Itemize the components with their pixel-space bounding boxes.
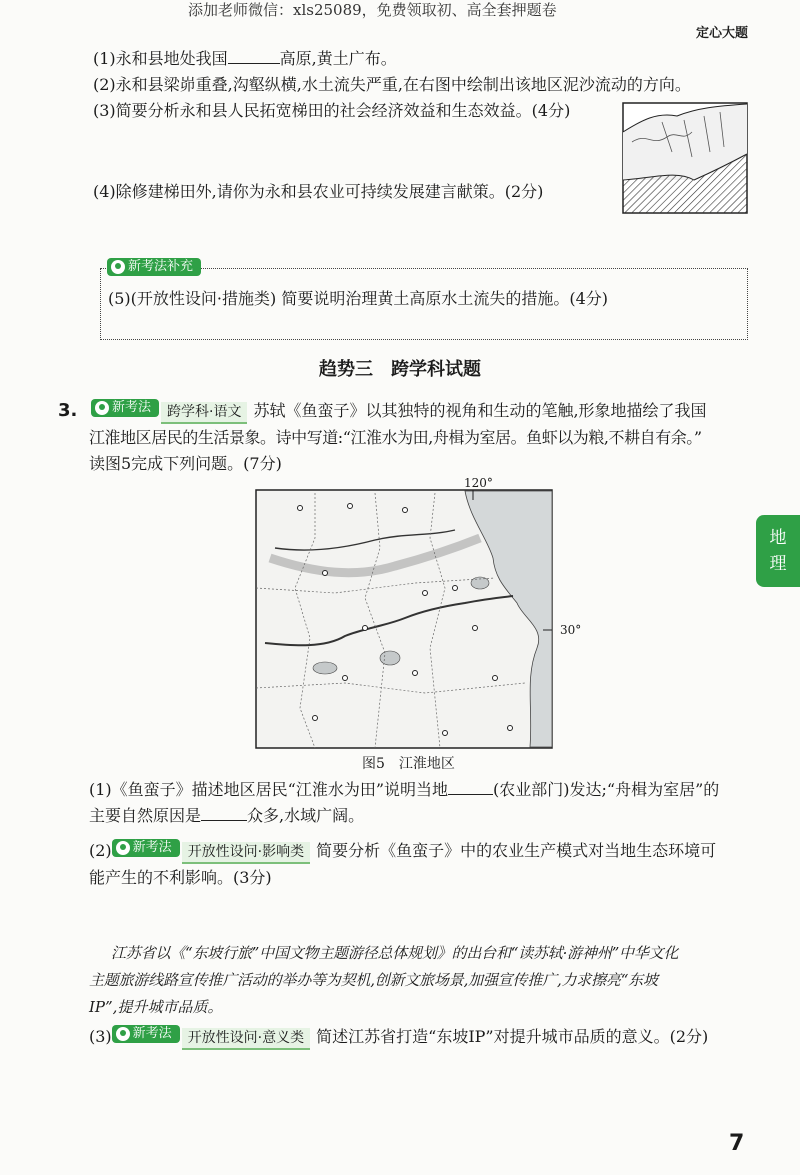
material-line-2: 主题旅游线路宣传推广活动的举办等为契机,创新文旅场景,加强宣传推广,力求擦亮“东坡 — [89, 971, 658, 989]
supplement-question: (5)(开放性设问·措施类) 简要说明治理黄土高原水土流失的措施。(4分) — [108, 289, 608, 308]
subject-side-tab[interactable]: 地 理 — [756, 515, 800, 587]
q3-intro-line-3: 读图5完成下列问题。(7分) — [89, 454, 282, 473]
q3-part-3: (3) 新考法 开放性设问·意义类 简述江苏省打造“东坡IP”对提升城市品质的意义。(2分) — [89, 1025, 708, 1050]
q3-part-1-line-2: 主要自然原因是 众多,水域广阔。 — [89, 806, 365, 825]
q3-intro-line-1: 新考法 跨学科·语文 苏轼《鱼蛮子》以其独特的视角和生动的笔触,形象地描绘了我国 — [91, 399, 707, 424]
answer-blank[interactable] — [201, 804, 247, 821]
jianghuai-map — [255, 478, 555, 750]
map-longitude-label: 120° — [464, 476, 493, 490]
q3-part-2-line-2: 能产生的不利影响。(3分) — [89, 868, 272, 887]
lightbulb-icon — [116, 1027, 130, 1041]
watermark: 添加老师微信：xls25089，免费领取初、高全套押题卷 — [188, 1, 557, 19]
category-label: 开放性设问·影响类 — [182, 842, 310, 864]
q3-intro-line-2: 江淮地区居民的生活景象。诗中写道:“江淮水为田,舟楫为室居。鱼虾以为粮,不耕自有余。” — [89, 428, 702, 447]
section-label: 定心大题 — [696, 26, 749, 41]
lightbulb-icon — [111, 260, 125, 274]
q3-part-1-line-1: (1)《鱼蛮子》描述地区居民“江淮水为田”说明当地 (农业部门)发达;“舟楫为室居”的 — [89, 780, 720, 799]
figure-caption: 图5 江淮地区 — [362, 756, 455, 772]
q2-part-3: (3)简要分析永和县人民拓宽梯田的社会经济效益和生态效益。(4分) — [93, 101, 571, 120]
supplement-tag: 新考法补充 — [107, 258, 201, 276]
answer-blank[interactable] — [228, 47, 280, 64]
q3-part-2-line-1: (2) 新考法 开放性设问·影响类 简要分析《鱼蛮子》中的农业生产模式对当地生态环境可 — [89, 839, 716, 864]
map-latitude-label: 30° — [560, 623, 582, 637]
new-exam-tag: 新考法 — [112, 1025, 180, 1043]
new-exam-tag: 新考法 — [112, 839, 180, 857]
page-number: 7 — [729, 1131, 745, 1156]
lightbulb-icon — [95, 401, 109, 415]
q3-number: 3. — [58, 400, 78, 421]
answer-blank[interactable] — [448, 778, 493, 795]
material-line-3: IP”,提升城市品质。 — [89, 998, 223, 1016]
category-label: 跨学科·语文 — [161, 402, 247, 424]
category-label: 开放性设问·意义类 — [182, 1028, 310, 1050]
terrain-sketch — [622, 102, 748, 214]
q2-part-4: (4)除修建梯田外,请你为永和县农业可持续发展建言献策。(2分) — [93, 182, 544, 201]
q2-part-2: (2)永和县梁峁重叠,沟壑纵横,水土流失严重,在右图中绘制出该地区泥沙流动的方向。 — [93, 75, 691, 94]
lightbulb-icon — [116, 841, 130, 855]
new-exam-tag: 新考法 — [91, 399, 159, 417]
material-line-1: 江苏省以《“东坡行旅”中国文物主题游径总体规划》的出台和“读苏轼·游神州”中华文化 — [111, 944, 679, 962]
section-title: 趋势三 跨学科试题 — [319, 359, 481, 380]
q2-part-1: (1)永和县地处我国 高原,黄土广布。 — [93, 49, 397, 68]
